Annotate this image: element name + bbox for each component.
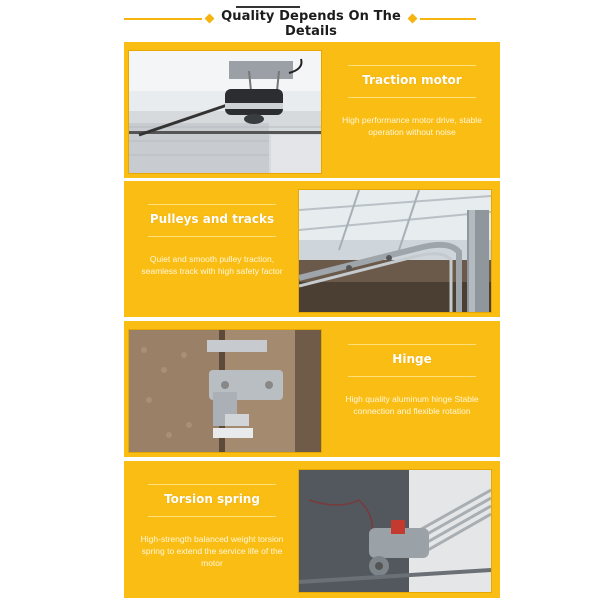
title-rule-top [348,344,476,345]
aluminum-hinge-photo [128,329,322,453]
section-torsion-spring [124,461,500,598]
torsion-spring-photo [298,469,492,593]
header-rule-right [420,18,476,20]
diamond-icon [408,14,418,24]
title-rule-top [348,65,476,66]
diamond-icon [205,14,215,24]
torsion-spring-text [124,461,300,597]
title-rule-top [148,204,276,205]
garage-door-opener-motor-photo [128,50,322,174]
header-rule-left [124,18,202,20]
page-header [0,0,600,39]
section-description: High quality aluminum hinge Stable connection and flexible rotation [345,394,479,416]
pulleys-and-tracks-photo [298,189,492,313]
section-description: High-strength balanced weight torsion spring to extend the service life of the motor [140,534,284,568]
hinge-text [324,321,500,457]
title-rule-bottom [148,236,276,237]
page-title: Quality Depends On The Details [221,9,401,39]
section-description: High performance motor drive, stable operation without noise [342,115,482,137]
pulleys-text [124,181,300,317]
header-top-rule [236,6,300,8]
section-title: Traction motor [362,73,462,87]
title-rule-top [148,484,276,485]
traction-motor-text [324,42,500,178]
title-rule-bottom [348,97,476,98]
section-title: Torsion spring [164,492,260,506]
section-description: Quiet and smooth pulley traction, seamless track with high safety factor [141,254,283,276]
section-hinge [124,321,500,457]
title-rule-bottom [148,516,276,517]
section-title: Pulleys and tracks [149,212,275,226]
section-title: Hinge [392,352,432,366]
section-pulleys-and-tracks [124,181,500,317]
section-traction-motor [124,42,500,178]
title-rule-bottom [348,376,476,377]
